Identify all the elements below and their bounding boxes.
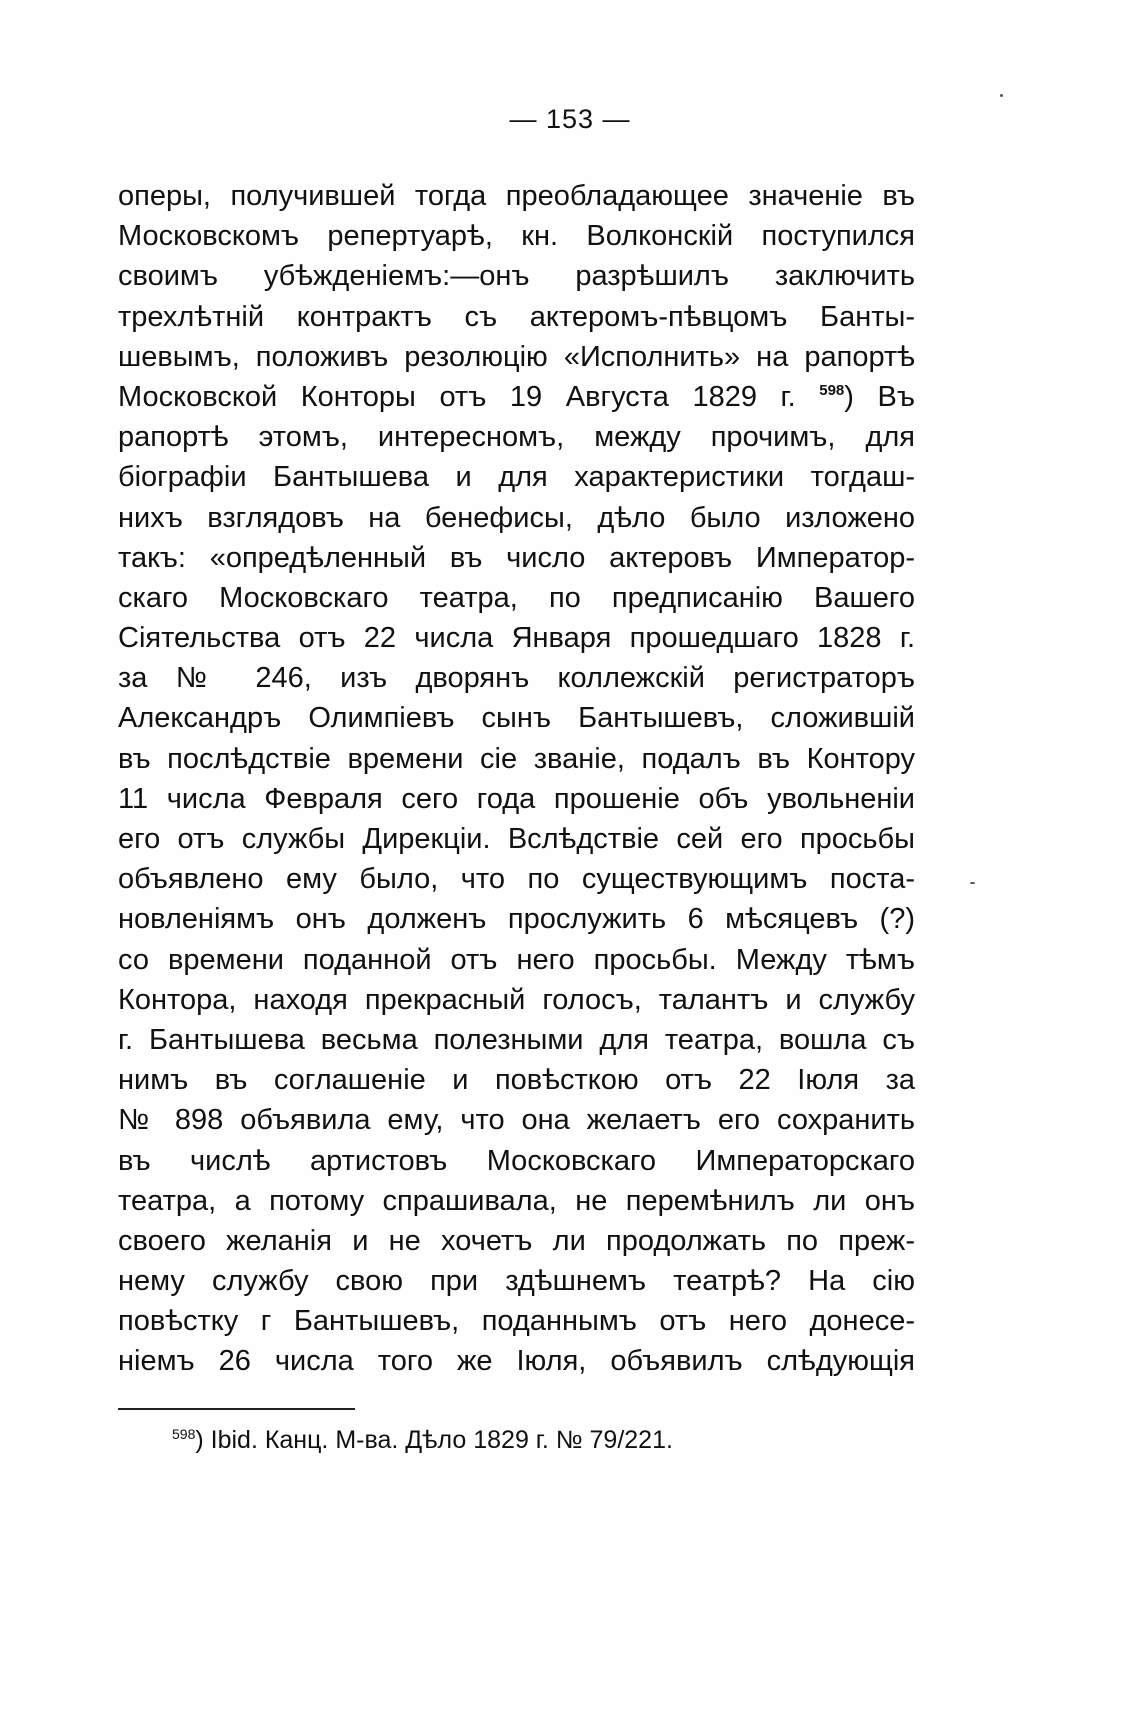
footnote bbox=[172, 1420, 673, 1460]
text-line-29: повѣстку г Бантышевъ, поданнымъ отъ него донесе- bbox=[118, 1305, 915, 1338]
text-line-11: скаго Московскаго театра, по предписанію Вашего bbox=[118, 581, 915, 614]
footnote-separator bbox=[118, 1408, 355, 1410]
text-line-30: ніемъ 26 числа того же Іюля, объявилъ слѣдующія bbox=[118, 1345, 915, 1378]
footnote-text: ) Ibid. Канц. М-ва. Дѣло 1829 г. № 79/221. bbox=[195, 1426, 673, 1454]
text-line-17: его отъ службы Дирекціи. Вслѣдствіе сей его просьбы bbox=[118, 823, 915, 855]
text-line-19: новленіямъ онъ долженъ прослужить 6 мѣсяцевъ (?) bbox=[118, 903, 915, 936]
text-line-16: 11 числа Февраля сего года прошеніе объ увольненіи bbox=[118, 782, 915, 815]
text-line-5: шевымъ, положивъ резолюцію «Исполнить» на рапортѣ bbox=[118, 340, 915, 373]
text-line-22: г. Бантышева весьма полезными для театра, вошла съ bbox=[118, 1023, 915, 1056]
text-line-1: оперы, получившей тогда преобладающее значеніе въ bbox=[118, 180, 915, 212]
text-line-21: Контора, находя прекрасный голосъ, талантъ и службу bbox=[118, 983, 915, 1016]
text-line-23: нимъ въ соглашеніе и повѣсткою отъ 22 Іюля за bbox=[118, 1064, 915, 1097]
text-line-6-tail: ) Въ bbox=[844, 380, 915, 413]
text-line-12: Сіятельства отъ 22 числа Января прошедшаго 1828 г. bbox=[118, 622, 915, 655]
text-line-26: театра, а потому спрашивала, не перемѣнилъ ли онъ bbox=[118, 1184, 915, 1217]
text-line-9: нихъ взглядовъ на бенефисы, дѣло было изложено bbox=[118, 501, 915, 534]
text-line-20: со времени поданной отъ него просьбы. Между тѣмъ bbox=[118, 943, 915, 976]
text-line-2: Московскомъ репертуарѣ, кн. Волконскій поступился bbox=[118, 220, 915, 253]
text-line-27: своего желанія и не хочетъ ли продолжать по преж- bbox=[118, 1224, 915, 1257]
text-line-15: въ послѣдствіе времени сіе званіе, подалъ въ Контору bbox=[118, 742, 915, 775]
text-line-6 bbox=[118, 377, 915, 417]
body-text bbox=[118, 176, 915, 1382]
text-line-4: трехлѣтній контрактъ съ актеромъ-пѣвцомъ Банты- bbox=[118, 300, 915, 333]
text-line-28: нему службу свою при здѣшнемъ театрѣ? На сію bbox=[118, 1265, 915, 1298]
text-line-14: Александръ Олимпіевъ сынъ Бантышевъ, сложившій bbox=[118, 702, 915, 735]
text-line-3: своимъ убѣжденіемъ:—онъ разрѣшилъ заключить bbox=[118, 260, 915, 293]
text-line-10: такъ: «опредѣленный въ число актеровъ Император- bbox=[118, 541, 915, 574]
text-line-18: объявлено ему было, что по существующимъ поста- bbox=[118, 863, 915, 896]
text-line-6-main: Московской Конторы отъ 19 Августа 1829 г. bbox=[118, 380, 796, 413]
text-line-13: за № 246, изъ дворянъ коллежскій регистраторъ bbox=[118, 662, 915, 695]
text-line-25: въ числѣ артистовъ Московскаго Императорскаго bbox=[118, 1144, 915, 1177]
scan-speck bbox=[970, 882, 975, 884]
text-line-24: № 898 объявила ему, что она желаетъ его сохранить bbox=[118, 1104, 915, 1137]
text-line-8: біографіи Бантышева и для характеристики тогдаш- bbox=[118, 461, 915, 494]
footnote-mark: 598 bbox=[172, 1426, 196, 1442]
scan-speck bbox=[1000, 94, 1003, 97]
page-number: — 153 — bbox=[509, 104, 631, 134]
text-line-7: рапортѣ этомъ, интересномъ, между прочимъ, для bbox=[118, 421, 915, 454]
footnote-reference[interactable]: 598 bbox=[819, 381, 845, 399]
